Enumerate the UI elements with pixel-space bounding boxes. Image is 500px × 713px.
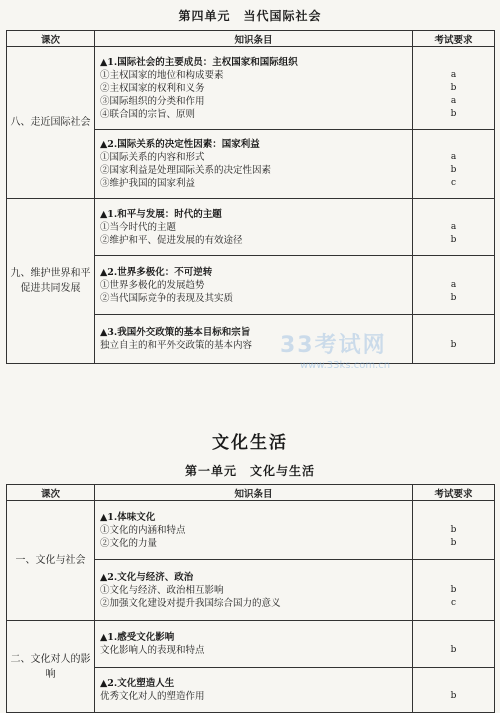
requirement-value: b	[450, 165, 457, 175]
requirement-value: b	[450, 340, 457, 350]
column-header: 知识条目	[95, 485, 413, 501]
knowledge-item: ②国家利益是处理国际关系的决定性因素	[100, 165, 272, 176]
column-header: 考试要求	[413, 485, 495, 501]
knowledge-cell	[95, 256, 413, 315]
watermark-logo: 33考试网	[280, 333, 387, 358]
knowledge-cell	[95, 501, 413, 560]
column-header: 课次	[7, 31, 95, 47]
requirement-value: b	[450, 108, 457, 119]
knowledge-heading: ▲3.我国外交政策的基本目标和宗旨	[100, 327, 251, 338]
knowledge-cell	[95, 668, 413, 713]
column-header: 知识条目	[95, 31, 413, 47]
lesson-cell: 二、文化对人的影响	[7, 621, 95, 713]
knowledge-item: 优秀文化对人的塑造作用	[100, 691, 205, 702]
requirement-value: b	[450, 234, 457, 245]
table-header-row	[7, 485, 495, 501]
requirement-value	[413, 326, 494, 339]
requirement-value: c	[450, 178, 457, 188]
knowledge-heading: ▲2.文化塑造人生	[100, 678, 175, 689]
knowledge-item: ②加强文化建设对提升我国综合国力的意义	[100, 597, 281, 609]
lesson-cell: 九、维护世界和平促进共同发展	[7, 199, 95, 364]
knowledge-cell	[95, 560, 413, 621]
unit4-title: 第四单元 当代国际社会	[178, 9, 322, 23]
lesson-cell: 一、文化与社会	[7, 501, 95, 621]
requirement-cell	[413, 621, 495, 668]
knowledge-item: ①文化的内涵和特点	[100, 524, 186, 536]
requirement-value	[413, 266, 494, 279]
knowledge-item: ②文化的力量	[100, 537, 158, 549]
unit1-table	[6, 484, 495, 713]
knowledge-item: ③国际组织的分类和作用	[100, 95, 205, 107]
requirement-cell	[413, 130, 495, 199]
requirement-value	[413, 511, 494, 524]
knowledge-heading: ▲1.和平与发展：时代的主题	[100, 208, 222, 220]
knowledge-cell	[95, 130, 413, 199]
knowledge-item: 文化影响人的表现和特点	[100, 645, 205, 656]
column-header: 考试要求	[413, 31, 495, 47]
requirement-value: b	[450, 524, 457, 535]
knowledge-heading: ▲2.文化与经济、政治	[100, 571, 194, 583]
requirement-cell	[413, 501, 495, 560]
section-title: 文化生活	[212, 433, 288, 453]
table-row	[7, 621, 495, 668]
knowledge-heading: ▲2.国际关系的决定性因素：国家利益	[100, 139, 260, 150]
requirement-value: b	[450, 691, 457, 701]
knowledge-cell	[95, 621, 413, 668]
requirement-value: c	[450, 597, 457, 608]
knowledge-item: ①主权国家的地位和构成要素	[100, 69, 224, 81]
knowledge-item: ②当代国际竞争的表现及其实质	[100, 292, 234, 304]
requirement-value: b	[450, 292, 457, 303]
knowledge-cell	[95, 199, 413, 256]
lesson-cell: 八、走近国际社会	[7, 47, 95, 199]
requirement-value	[413, 631, 494, 644]
knowledge-cell	[95, 315, 413, 364]
requirement-value: b	[450, 82, 457, 93]
knowledge-heading: ▲1.感受文化影响	[100, 632, 175, 643]
knowledge-item: ②主权国家的权利和义务	[100, 82, 205, 94]
knowledge-item: ③维护我国的国家利益	[100, 178, 196, 189]
requirement-value: a	[450, 69, 457, 80]
knowledge-cell	[95, 47, 413, 130]
requirement-value: b	[450, 537, 457, 548]
unit4-table	[6, 30, 495, 364]
knowledge-heading: ▲1.国际社会的主要成员：主权国家和国际组织	[100, 56, 298, 68]
knowledge-item: ①文化与经济、政治相互影响	[100, 584, 224, 596]
knowledge-heading: ▲1.体味文化	[100, 511, 156, 523]
requirement-cell	[413, 256, 495, 315]
requirement-value	[413, 138, 494, 151]
table-row	[7, 501, 495, 560]
table-header-row	[7, 31, 495, 47]
requirement-cell	[413, 199, 495, 256]
knowledge-item: ①世界多极化的发展趋势	[100, 279, 205, 291]
requirement-value	[413, 56, 494, 69]
requirement-cell	[413, 315, 495, 364]
table-row	[7, 47, 495, 130]
knowledge-item: ②维护和平、促进发展的有效途径	[100, 234, 243, 246]
column-header: 课次	[7, 485, 95, 501]
requirement-value: a	[450, 95, 457, 106]
knowledge-heading: ▲2.世界多极化：不可逆转	[100, 266, 213, 278]
requirement-value	[413, 677, 494, 690]
requirement-value: a	[450, 221, 457, 232]
unit1-title: 第一单元 文化与生活	[184, 464, 315, 478]
table-row	[7, 199, 495, 256]
requirement-value: a	[450, 279, 457, 290]
knowledge-item: ①当今时代的主题	[100, 221, 177, 233]
requirement-value: b	[450, 584, 457, 595]
requirement-cell	[413, 668, 495, 713]
knowledge-item: ④联合国的宗旨、原则	[100, 108, 196, 120]
requirement-cell	[413, 47, 495, 130]
requirement-value	[413, 208, 494, 221]
requirement-value	[413, 571, 494, 584]
knowledge-item: 独立自主的和平外交政策的基本内容	[100, 340, 253, 351]
watermark-url: www.33ks.com.cn	[300, 360, 391, 371]
requirement-value: b	[450, 645, 457, 655]
knowledge-item: ①国际关系的内容和形式	[100, 152, 205, 163]
requirement-value: a	[450, 152, 457, 162]
requirement-cell	[413, 560, 495, 621]
